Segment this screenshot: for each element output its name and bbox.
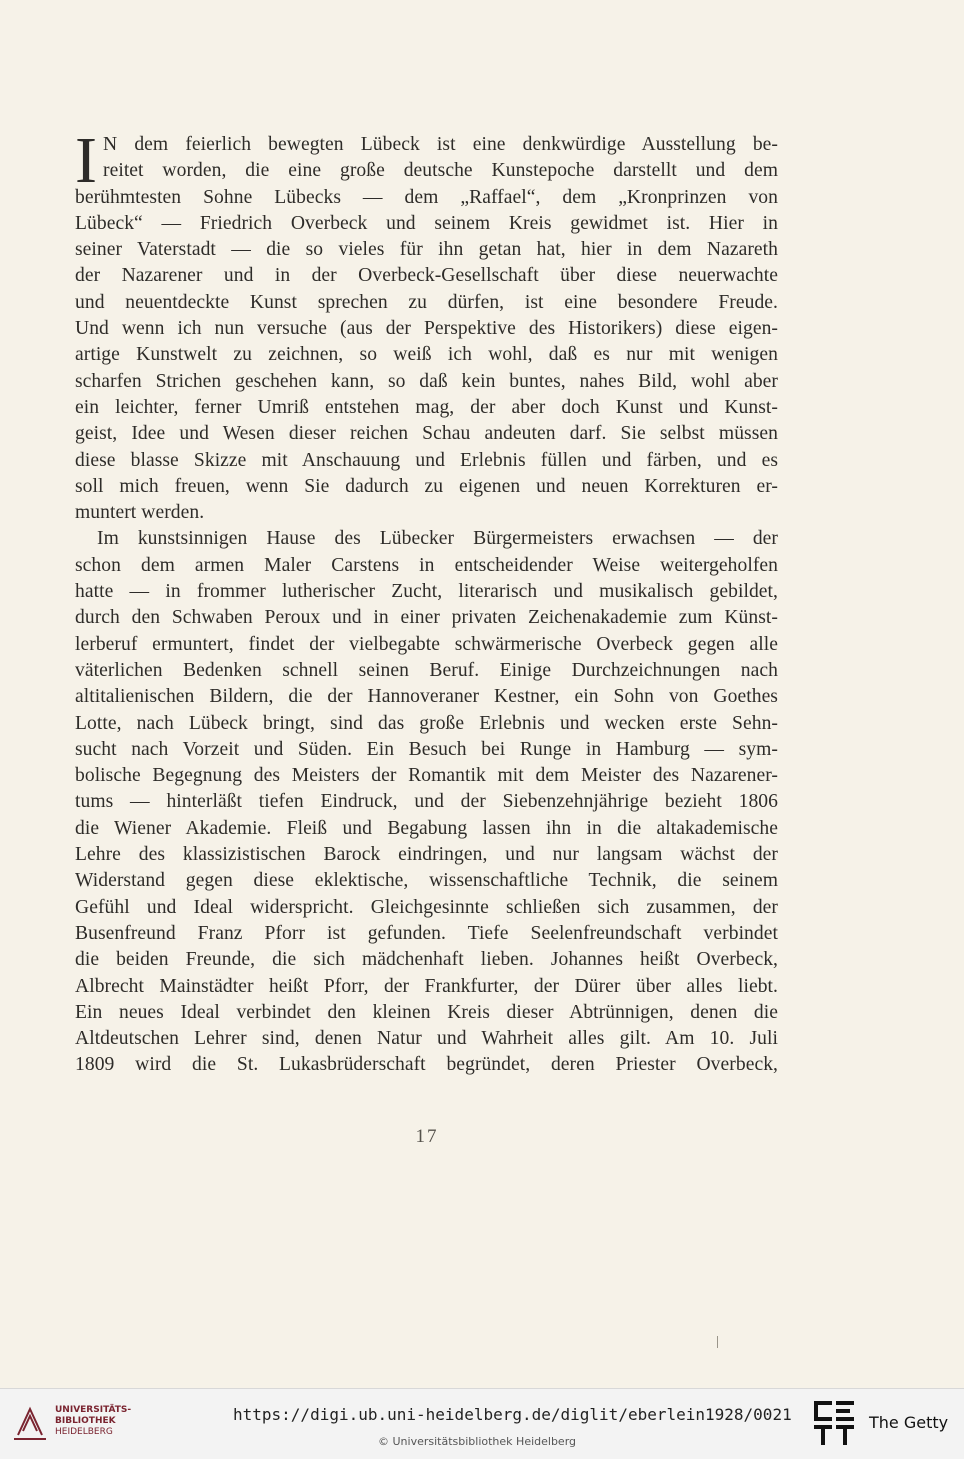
text-line: tums — hinterläßt tiefen Eindruck, und der Siebenzehnjährige bezieht 1806 [75,791,778,813]
text-line: artige Kunstwelt zu zeichnen, so weiß ich wohl, daß es nur mit wenigen [75,344,778,366]
text-line: muntert werden. [75,502,205,524]
text-line: Widerstand gegen diese eklektische, wissenschaftliche Technik, die seinem [75,870,778,892]
getty-logo-icon [812,1399,856,1447]
text-line: Lehre des klassizistischen Barock eindringen, und nur langsam wächst der [75,844,778,866]
library-name-line: HEIDELBERG [55,1427,113,1437]
drop-cap: I [75,134,97,188]
text-line: Im kunstsinnigen Hause des Lübecker Bürgermeisters erwachsen — der [97,528,778,550]
text-line: reitet worden, die eine große deutsche Kunstepoche darstellt und dem [103,160,778,182]
text-line: N dem feierlich bewegten Lübeck ist eine denkwürdige Ausstellung be- [103,134,778,155]
text-line: durch den Schwaben Peroux und in einer privaten Zeichenakademie zum Künst- [75,607,778,629]
margin-mark [717,1336,718,1348]
text-line: scharfen Strichen geschehen kann, so daß kein buntes, nahes Bild, wohl aber [75,370,778,392]
text-line: hatte — in frommer lutherischer Zucht, literarisch und musikalisch gebildet, [75,581,778,603]
text-line: Und wenn ich nun versuche (aus der Perspektive des Historikers) diese eigen- [75,318,778,340]
text-line: Lotte, nach Lübeck bringt, sind das große Erlebnis und wecken erste Sehn- [75,712,778,734]
library-logo-icon [8,1401,52,1445]
text-line: ein leichter, ferner Umriß entstehen mag, der aber doch Kunst und Kunst- [75,396,778,418]
permalink-url[interactable]: https://digi.ub.uni-heidelberg.de/diglit/eberlein1928/0021 [233,1405,792,1424]
library-name [55,1405,131,1438]
text-line: lerberuf ermuntert, findet der vielbegabte schwärmerische Overbeck gegen alle [75,633,778,655]
text-line: und neuentdeckte Kunst sprechen zu dürfen, ist eine besondere Freude. [75,291,778,313]
footer-bar [0,1388,964,1459]
body-text [75,132,778,1079]
text-line: soll mich freuen, wenn Sie dadurch zu eigenen und neuen Korrekturen er- [75,475,778,497]
text-line: die Wiener Akademie. Fleiß und Begabung lassen ihn in die altakademische [75,817,778,839]
text-line: Lübeck“ — Friedrich Overbeck und seinem Kreis gewidmet ist. Hier in [75,212,778,234]
text-line: berühmtesten Sohne Lübecks — dem „Raffael“, dem „Kronprinzen von [75,186,778,208]
text-line: altitalienischen Bildern, die der Hannoveraner Kestner, ein Sohn von Goethes [75,686,778,708]
text-line: sucht nach Vorzeit und Süden. Ein Besuch bei Runge in Hamburg — sym- [75,738,778,760]
text-line: Albrecht Mainstädter heißt Pforr, der Frankfurter, der Dürer über alles liebt. [75,975,778,997]
page-number: 17 [415,1126,439,1147]
text-line: 1809 wird die St. Lukasbrüderschaft begründet, deren Priester Overbeck, [75,1054,778,1076]
text-line: bolische Begegnung des Meisters der Romantik mit dem Meister des Nazarener- [75,765,778,787]
text-line: schon dem armen Maler Carstens in entscheidender Weise weitergeholfen [75,554,778,576]
library-name-line: UNIVERSITÄTS- [55,1405,132,1415]
text-line: diese blasse Skizze mit Anschauung und Erlebnis füllen und färben, und es [75,449,778,471]
getty-name: The Getty [869,1413,949,1432]
text-line: seiner Vaterstadt — die so vieles für ihn getan hat, hier in dem Nazareth [75,239,778,261]
text-line: väterlichen Bedenken schnell seinen Beruf. Einige Durchzeichnungen nach [75,659,778,681]
text-line: Ein neues Ideal verbindet den kleinen Kreis dieser Abtrünnigen, denen die [75,1001,778,1023]
text-line: Altdeutschen Lehrer sind, denen Natur und Wahrheit alles gilt. Am 10. Juli [75,1028,778,1050]
text-line: geist, Idee und Wesen dieser reichen Schau andeuten darf. Sie selbst müssen [75,423,778,445]
copyright-notice: © Universitätsbibliothek Heidelberg [378,1435,577,1448]
text-line: Gefühl und Ideal widerspricht. Gleichgesinnte schließen sich zusammen, der [75,896,778,918]
library-name-line: BIBLIOTHEK [55,1416,116,1426]
text-line: der Nazarener und in der Overbeck-Gesellschaft über diese neuerwachte [75,265,778,287]
text-line: Busenfreund Franz Pforr ist gefunden. Tiefe Seelenfreundschaft verbindet [75,922,778,944]
text-line: die beiden Freunde, die sich mädchenhaft lieben. Johannes heißt Overbeck, [75,949,778,971]
